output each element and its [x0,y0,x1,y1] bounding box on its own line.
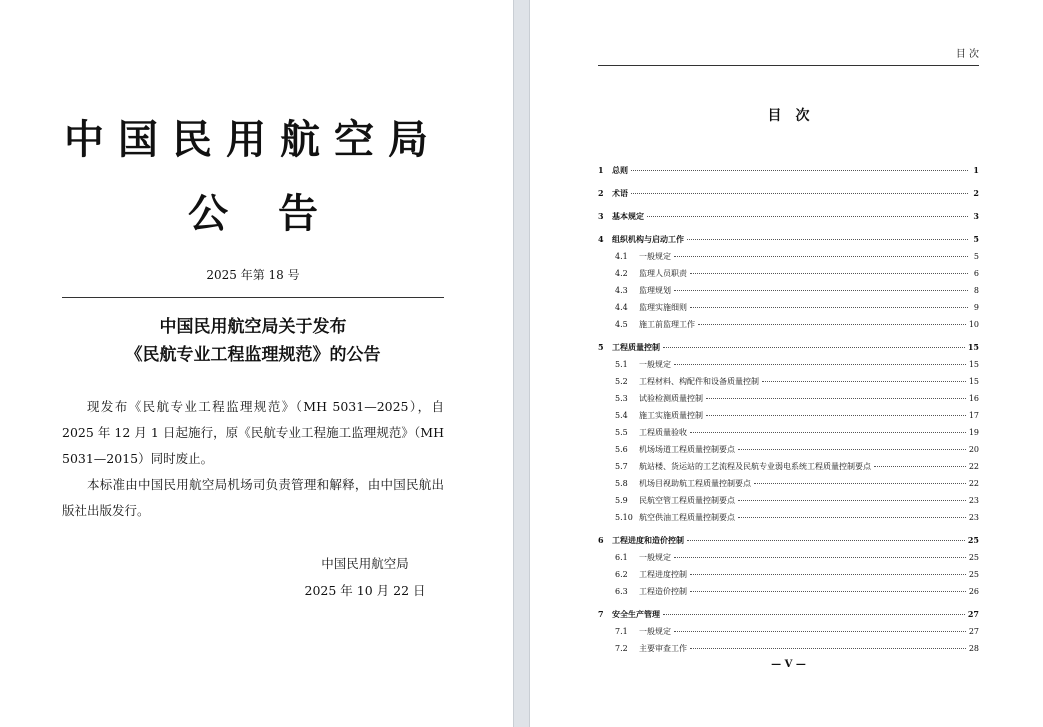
toc-entry-number: 5.8 [615,479,628,488]
toc-entry-title: 民航空管工程质量控制要点 [639,496,735,505]
toc-entry-title: 基本规定 [612,211,644,221]
toc-entry-title: 一般规定 [639,627,671,636]
toc-section-row[interactable] [598,265,979,282]
toc-entry-page: 5 [973,234,979,244]
toc-entry-page: 15 [967,342,979,352]
toc-dot-leader [631,193,968,194]
toc-entry-number: 7.1 [615,627,628,636]
left-page [0,0,513,727]
toc-entry-title: 工程造价控制 [639,587,687,596]
toc-entry-number: 4.5 [615,320,628,329]
toc-section-row[interactable] [598,492,979,509]
toc-entry-number: 6 [598,535,604,545]
right-page [530,0,1043,727]
toc-entry-page: 15 [968,360,979,369]
toc-entry-title: 航空供油工程质量控制要点 [639,513,735,522]
toc-entry-number: 2 [598,188,604,198]
toc-entry-number: 5.2 [615,377,628,386]
toc-entry-number: 6.1 [615,553,628,562]
toc-entry-title: 主要审查工作 [639,644,687,653]
toc-entry-page: 16 [968,394,979,403]
signature-date: 2025 年 10 月 22 日 [304,583,426,598]
toc-entry-title: 工程进度和造价控制 [612,535,684,545]
toc-chapter-row[interactable] [598,162,979,179]
toc-entry-page: 23 [968,496,979,505]
toc-section-row[interactable] [598,623,979,640]
toc-entry-page: 15 [968,377,979,386]
toc-entry-page: 28 [968,644,979,653]
body-paragraph-1: 现发布《民航专业工程监理规范》（MH 5031—2025），自 2025 年 12 月 1 日起施行，原《民航专业工程施工监理规范》（MH 5031—2015）同时废止。 [62,399,444,466]
toc-section-row[interactable] [598,583,979,600]
toc-entry-title: 监理规划 [639,286,671,295]
body-paragraph-2: 本标准由中国民用航空局机场司负责管理和解释，由中国民航出版社出版发行。 [62,477,444,518]
toc-entry-page: 23 [968,513,979,522]
toc-entry-number: 5.6 [615,445,628,454]
toc-entry-page: 10 [968,320,979,329]
toc-entry-page: 25 [968,553,979,562]
toc-entry-page: 26 [968,587,979,596]
toc-entry-title: 施工实施质量控制 [639,411,703,420]
notice-subject [62,313,444,369]
toc-section-row[interactable] [598,373,979,390]
toc-entry-page: 9 [973,303,979,312]
toc-section-row[interactable] [598,458,979,475]
toc-dot-leader [674,256,968,257]
signature-org: 中国民用航空局 [321,556,409,571]
toc-dot-leader [738,449,966,450]
subject-line-2: 《民航专业工程监理规范》的公告 [125,345,381,365]
toc-chapter-row[interactable] [598,339,979,356]
toc-chapter-row[interactable] [598,231,979,248]
toc-section-row[interactable] [598,441,979,458]
toc-dot-leader [631,170,968,171]
toc-entry-title: 一般规定 [639,360,671,369]
toc-entry-number: 4.1 [615,252,628,261]
toc-dot-leader [674,557,966,558]
toc-entry-page: 27 [968,627,979,636]
toc-entry-title: 工程质量控制 [612,342,660,352]
toc-section-row[interactable] [598,299,979,316]
toc-entry-page: 27 [967,609,979,619]
toc-entry-number: 3 [598,211,604,221]
notice-number: 2025 年第 18 号 [206,268,300,282]
notice-body [62,394,444,524]
table-of-contents [598,162,979,657]
toc-section-row[interactable] [598,424,979,441]
toc-entry-number: 1 [598,165,604,175]
toc-entry-page: 5 [973,252,979,261]
toc-dot-leader [647,216,968,217]
toc-heading: 目 次 [767,108,810,124]
toc-entry-number: 4.4 [615,303,628,312]
page-gutter [513,0,530,727]
toc-entry-number: 5.4 [615,411,628,420]
toc-entry-title: 总则 [612,165,628,175]
toc-dot-leader [738,517,966,518]
toc-entry-page: 19 [968,428,979,437]
toc-dot-leader [690,307,968,308]
toc-entry-number: 4 [598,234,604,244]
toc-entry-page: 22 [968,462,979,471]
toc-section-row[interactable] [598,407,979,424]
toc-section-row[interactable] [598,475,979,492]
toc-section-row[interactable] [598,390,979,407]
toc-entry-number: 6.2 [615,570,628,579]
toc-entry-number: 5.7 [615,462,628,471]
toc-entry-page: 6 [973,269,979,278]
toc-entry-number: 4.2 [615,269,628,278]
toc-dot-leader [674,290,968,291]
toc-entry-title: 安全生产管理 [612,609,660,619]
toc-section-row[interactable] [598,356,979,373]
toc-dot-leader [674,631,966,632]
toc-section-row[interactable] [598,316,979,333]
running-head: 目 次 [955,49,979,60]
toc-entry-title: 一般规定 [639,252,671,261]
toc-entry-title: 监理人员职责 [639,269,687,278]
org-title: 中国民用航空局 [64,116,442,163]
toc-dot-leader [690,432,966,433]
toc-section-row[interactable] [598,509,979,526]
toc-entry-number: 5.9 [615,496,628,505]
toc-dot-leader [706,398,966,399]
toc-entry-page: 3 [973,211,979,221]
toc-entry-number: 7 [598,609,604,619]
toc-entry-title: 机场场道工程质量控制要点 [639,445,735,454]
toc-entry-title: 工程进度控制 [639,570,687,579]
notice-title: 公告 [188,190,368,237]
toc-chapter-row[interactable] [598,208,979,225]
toc-entry-number: 5.5 [615,428,628,437]
toc-dot-leader [663,614,965,615]
toc-entry-number: 6.3 [615,587,628,596]
toc-dot-leader [754,483,966,484]
toc-entry-title: 工程材料、构配件和设备质量控制 [639,377,759,386]
toc-entry-number: 5 [598,342,604,352]
toc-entry-number: 5.10 [615,513,633,522]
toc-dot-leader [762,381,966,382]
toc-entry-title: 工程质量验收 [639,428,687,437]
toc-dot-leader [687,239,968,240]
toc-section-row[interactable] [598,640,979,657]
toc-entry-page: 2 [973,188,979,198]
toc-entry-number: 7.2 [615,644,628,653]
toc-entry-page: 1 [973,165,979,175]
toc-entry-title: 航站楼、货运站的工艺流程及民航专业弱电系统工程质量控制要点 [639,462,871,471]
toc-entry-number: 4.3 [615,286,628,295]
toc-section-row[interactable] [598,248,979,265]
toc-entry-title: 一般规定 [639,553,671,562]
toc-dot-leader [690,574,966,575]
toc-entry-title: 施工前监理工作 [639,320,695,329]
toc-dot-leader [706,415,966,416]
toc-section-row[interactable] [598,549,979,566]
toc-dot-leader [690,273,968,274]
toc-section-row[interactable] [598,566,979,583]
toc-chapter-row[interactable] [598,532,979,549]
toc-dot-leader [874,466,966,467]
header-rule [598,65,979,66]
toc-entry-title: 监理实施细则 [639,303,687,312]
toc-entry-page: 25 [967,535,979,545]
toc-entry-number: 5.3 [615,394,628,403]
toc-entry-title: 组织机构与启动工作 [612,234,684,244]
toc-dot-leader [674,364,966,365]
toc-entry-page: 25 [968,570,979,579]
toc-entry-number: 5.1 [615,360,628,369]
toc-dot-leader [738,500,966,501]
toc-dot-leader [698,324,966,325]
toc-entry-title: 机场目视助航工程质量控制要点 [639,479,751,488]
toc-entry-page: 20 [968,445,979,454]
toc-section-row[interactable] [598,282,979,299]
toc-entry-title: 术语 [612,188,628,198]
toc-dot-leader [690,591,966,592]
toc-dot-leader [687,540,965,541]
toc-chapter-row[interactable] [598,606,979,623]
page-folio: — V — [771,659,806,670]
signature-block [290,550,440,604]
title-divider [62,297,444,298]
toc-dot-leader [690,648,966,649]
toc-entry-page: 17 [968,411,979,420]
subject-line-1: 中国民用航空局关于发布 [159,317,347,337]
toc-entry-page: 8 [973,286,979,295]
toc-entry-page: 22 [968,479,979,488]
toc-chapter-row[interactable] [598,185,979,202]
toc-entry-title: 试验检测质量控制 [639,394,703,403]
toc-dot-leader [663,347,965,348]
